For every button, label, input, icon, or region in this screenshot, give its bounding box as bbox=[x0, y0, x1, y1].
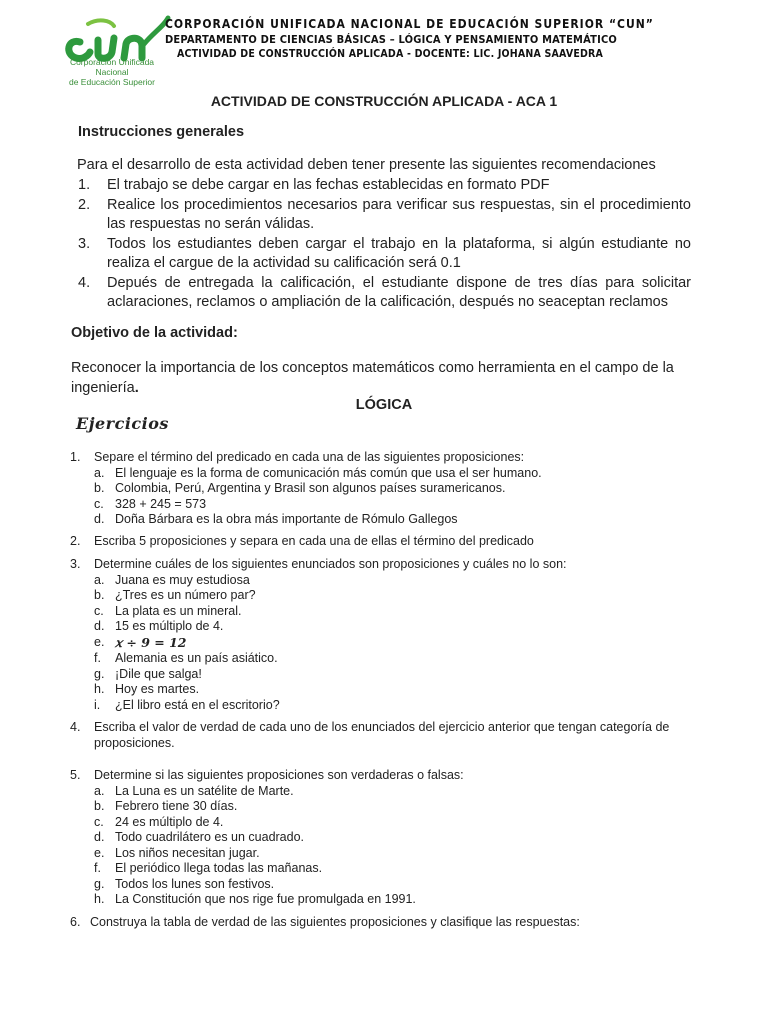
exercise-question bbox=[70, 915, 710, 931]
option-text: Hoy es martes. bbox=[115, 682, 200, 696]
option-text: Todo cuadrilátero es un cuadrado. bbox=[115, 830, 305, 844]
list-item bbox=[94, 892, 710, 908]
option-letter: e. bbox=[94, 634, 105, 649]
question-number: 4. bbox=[70, 720, 81, 734]
question-number: 5. bbox=[70, 768, 81, 782]
exercise-1 bbox=[70, 450, 710, 528]
option-text: La plata es un mineral. bbox=[115, 603, 242, 618]
option-letter: f. bbox=[94, 651, 101, 665]
option-text: El lenguaje es la forma de comunicación más común que usa el ser humano. bbox=[115, 465, 542, 480]
option-letter: i. bbox=[94, 697, 101, 712]
option-letter: h. bbox=[94, 682, 105, 696]
option-text: Colombia, Perú, Argentina y Brasil son algunos países suramericanos. bbox=[115, 481, 506, 495]
objetivo-body: Reconocer la importancia de los conceptos matemáticos como herramienta en el campo de la ingeniería bbox=[71, 360, 674, 396]
option-text: ¿Tres es un número par? bbox=[115, 588, 256, 602]
exercise-4 bbox=[70, 720, 682, 751]
logo-caption-line-2: de Educación Superior bbox=[68, 77, 155, 87]
option-letter: g. bbox=[94, 666, 105, 681]
option-letter: c. bbox=[94, 496, 104, 511]
institution-header bbox=[165, 17, 654, 62]
option-letter: h. bbox=[94, 892, 105, 906]
item-number: 1. bbox=[78, 177, 91, 193]
question-text: Determine cuáles de los siguientes enunciados son proposiciones y cuáles no lo son: bbox=[94, 557, 567, 571]
option-letter: a. bbox=[94, 572, 105, 587]
question-text: Separe el término del predicado en cada una de las siguientes proposiciones: bbox=[94, 450, 525, 464]
option-text: 328 + 245 = 573 bbox=[115, 496, 207, 511]
item-text: El trabajo se debe cargar en las fechas establecidas en formato PDF bbox=[107, 177, 550, 193]
option-text: Doña Bárbara es la obra más importante de Rómulo Gallegos bbox=[115, 512, 458, 526]
question-text: Escriba 5 proposiciones y separa en cada una de ellas el término del predicado bbox=[94, 534, 534, 548]
logo-caption-line-1: Corporación Unificada Nacional bbox=[69, 57, 155, 77]
list-item bbox=[94, 799, 710, 815]
option-letter: d. bbox=[94, 830, 105, 844]
option-letter: a. bbox=[94, 783, 105, 798]
option-letter: g. bbox=[94, 876, 105, 891]
option-text: Alemania es un país asiático. bbox=[115, 651, 278, 665]
list-item bbox=[78, 274, 691, 313]
header-line-1: CORPORACIÓN UNIFICADA NACIONAL DE EDUCACIÓN SUPERIOR “CUN” bbox=[165, 17, 654, 31]
option-text: Febrero tiene 30 días. bbox=[115, 799, 238, 813]
header-line-3: ACTIVIDAD DE CONSTRUCCIÓN APLICADA - DOCENTE: LIC. JOHANA SAAVEDRA bbox=[176, 48, 604, 60]
logica-heading: LÓGICA bbox=[355, 397, 413, 413]
list-item bbox=[94, 481, 710, 497]
list-item bbox=[94, 861, 710, 877]
math-expression: 𝑥 ÷ 9 = 12 bbox=[115, 634, 187, 650]
exercise-options bbox=[70, 466, 710, 528]
list-item bbox=[94, 698, 710, 714]
instrucciones-heading: Instrucciones generales bbox=[78, 124, 245, 140]
exercise-3 bbox=[70, 557, 710, 713]
list-item bbox=[94, 667, 710, 683]
objetivo-text bbox=[71, 359, 701, 398]
option-text: 15 es múltiplo de 4. bbox=[115, 619, 224, 633]
option-letter: f. bbox=[94, 861, 101, 875]
option-letter: e. bbox=[94, 845, 105, 860]
item-text: Todos los estudiantes deben cargar el trabajo en la plataforma, si algún estudiante no realiza el cargue de la actividad su calificación será 0.1 bbox=[107, 235, 691, 271]
option-letter: d. bbox=[94, 619, 105, 633]
list-item bbox=[94, 815, 710, 831]
exercise-options bbox=[70, 784, 710, 908]
list-item bbox=[94, 604, 710, 620]
option-text: 24 es múltiplo de 4. bbox=[115, 814, 224, 829]
option-text: Todos los lunes son festivos. bbox=[115, 876, 275, 891]
option-letter: b. bbox=[94, 799, 105, 813]
question-text: Construya la tabla de verdad de las siguientes proposiciones y clasifique las respuestas: bbox=[90, 915, 580, 929]
list-item bbox=[94, 512, 710, 528]
instrucciones-intro: Para el desarrollo de esta actividad deben tener presente las siguientes recomendaciones bbox=[77, 157, 656, 173]
question-number: 6. bbox=[70, 915, 81, 929]
question-number: 2. bbox=[70, 534, 81, 548]
option-text: ¡Dile que salga! bbox=[115, 666, 202, 681]
list-item bbox=[78, 176, 691, 196]
option-text: La Luna es un satélite de Marte. bbox=[115, 783, 294, 798]
option-text: La Constitución que nos rige fue promulgada en 1991. bbox=[115, 892, 416, 906]
option-letter: b. bbox=[94, 481, 105, 495]
ejercicios-heading: Ejercicios bbox=[76, 414, 169, 433]
question-text: Escriba el valor de verdad de cada uno de los enunciados del ejercicio anterior que tengan categoría de proposiciones. bbox=[94, 720, 670, 750]
exercise-question bbox=[70, 534, 710, 550]
list-item bbox=[94, 635, 710, 652]
header-line-2: DEPARTAMENTO DE CIENCIAS BÁSICAS – LÓGICA Y PENSAMIENTO MATEMÁTICO bbox=[165, 33, 618, 46]
exercise-question bbox=[70, 557, 710, 573]
option-text: Juana es muy estudiosa bbox=[115, 572, 250, 587]
document-title: ACTIVIDAD DE CONSTRUCCIÓN APLICADA - ACA 1 bbox=[210, 93, 558, 109]
item-text: Realice los procedimientos necesarios para verificar sus respuestas, sin el procedimiento las respuestas no serán válidas. bbox=[107, 196, 691, 232]
exercise-question bbox=[70, 720, 682, 751]
exercise-5 bbox=[70, 768, 710, 908]
instrucciones-list bbox=[78, 176, 691, 313]
option-letter: c. bbox=[94, 603, 104, 618]
exercise-6 bbox=[70, 915, 710, 931]
list-item bbox=[94, 588, 710, 604]
item-text: Depués de entregada la calificación, el estudiante dispone de tres días para solicitar aclaraciones, reclamos o ampliación de la calificación, después no seaceptan reclamos bbox=[107, 274, 691, 310]
list-item bbox=[78, 196, 691, 235]
question-number: 1. bbox=[70, 450, 81, 464]
option-text: El periódico llega todas las mañanas. bbox=[115, 861, 323, 875]
list-item bbox=[78, 235, 691, 274]
list-item bbox=[94, 651, 710, 667]
question-number: 3. bbox=[70, 557, 81, 571]
exercise-question bbox=[70, 768, 710, 784]
list-item bbox=[94, 784, 710, 800]
list-item bbox=[94, 466, 710, 482]
exercise-2 bbox=[70, 534, 710, 550]
option-letter: d. bbox=[94, 512, 105, 526]
document-header bbox=[0, 0, 768, 90]
item-number: 2. bbox=[78, 196, 91, 213]
option-text: Los niños necesitan jugar. bbox=[115, 845, 260, 860]
option-letter: c. bbox=[94, 814, 104, 829]
item-number: 3. bbox=[78, 235, 91, 252]
question-text: Determine si las siguientes proposiciones son verdaderas o falsas: bbox=[94, 768, 464, 782]
exercise-options bbox=[70, 573, 710, 714]
objetivo-period: . bbox=[134, 379, 139, 396]
list-item bbox=[94, 877, 710, 893]
list-item bbox=[94, 830, 710, 846]
item-number: 4. bbox=[78, 274, 91, 291]
option-letter: b. bbox=[94, 588, 105, 602]
option-letter: a. bbox=[94, 465, 105, 480]
logo-caption bbox=[58, 57, 166, 87]
objetivo-heading: Objetivo de la actividad: bbox=[71, 325, 238, 341]
list-item bbox=[94, 573, 710, 589]
exercise-question bbox=[70, 450, 710, 466]
list-item bbox=[94, 497, 710, 513]
option-text: ¿El libro está en el escritorio? bbox=[115, 697, 280, 712]
list-item bbox=[94, 619, 710, 635]
list-item bbox=[94, 682, 710, 698]
list-item bbox=[94, 846, 710, 862]
